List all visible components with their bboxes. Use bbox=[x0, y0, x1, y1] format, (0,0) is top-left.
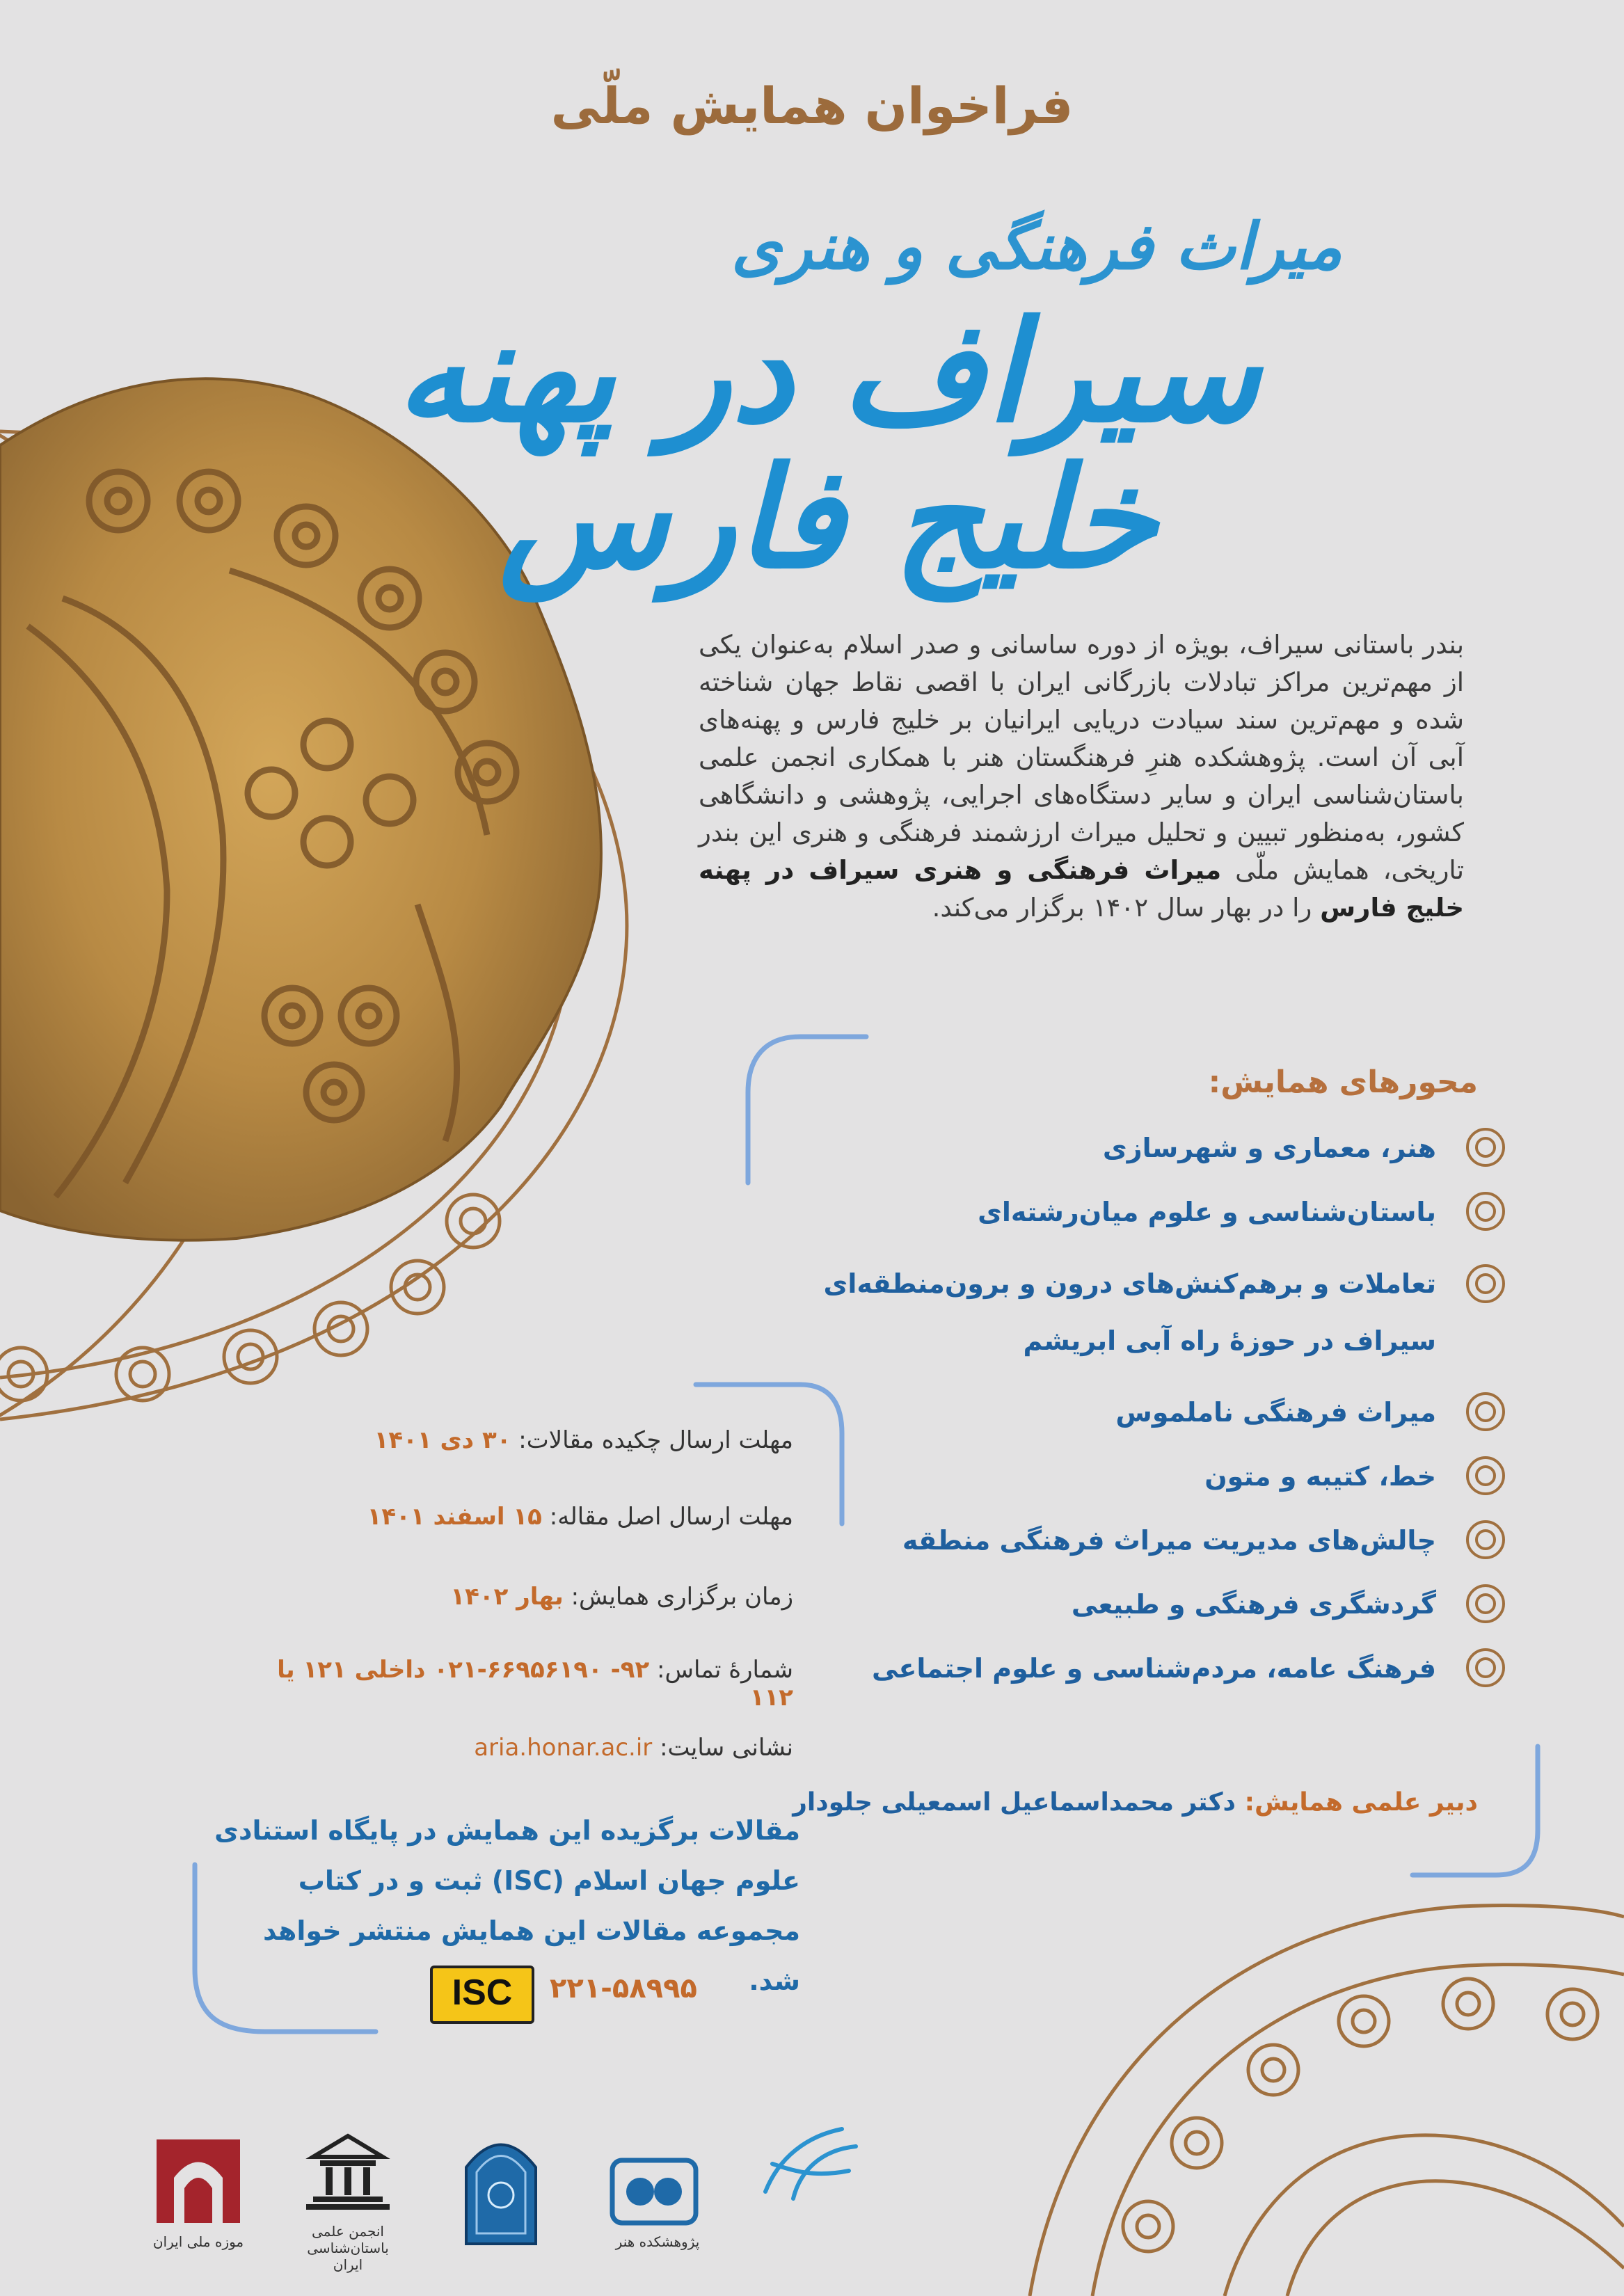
conference-title-line2: سیراف در پهنه خلیج فارس bbox=[396, 290, 1260, 600]
calligraphy-logo-icon bbox=[751, 2108, 870, 2213]
contact-phone-value: ۹۲- ۶۶۹۵۶۱۹۰-۰۲۱ داخلی ۱۲۱ یا ۱۱۲ bbox=[277, 1656, 793, 1712]
axis-label: خط، کتیبه و متون bbox=[1204, 1461, 1436, 1492]
ring-bullet-icon bbox=[1465, 1263, 1506, 1304]
art-institute-caption: پژوهشکده هنر bbox=[615, 2233, 700, 2250]
contact-phone bbox=[250, 1656, 793, 1712]
abstract-deadline-value: ۳۰ دی ۱۴۰۱ bbox=[374, 1426, 511, 1454]
isc-number: ۲۲۱-۵۸۹۹۵ bbox=[550, 1972, 697, 2004]
axis-label: میراث فرهنگی ناملموس bbox=[1115, 1397, 1436, 1428]
isc-logo bbox=[430, 1966, 534, 2024]
art-institute-logo bbox=[609, 2157, 699, 2229]
axis-label: فرهنگ عامه، مردم‌شناسی و علوم اجتماعی bbox=[872, 1653, 1436, 1684]
axis-label: تعاملات و برهم‌کنش‌های درون و برون‌منطقه‌ای سیراف در حوزهٔ راه آبی ابریشم bbox=[823, 1268, 1436, 1356]
conference-date bbox=[250, 1583, 793, 1611]
axis-label: گردشگری فرهنگی و طبیعی bbox=[1071, 1589, 1436, 1620]
bottom-ornament bbox=[1030, 1906, 1624, 2296]
list-item bbox=[726, 1392, 1506, 1433]
list-item bbox=[726, 1191, 1506, 1233]
conference-date-label: زمان برگزاری همایش: bbox=[571, 1583, 793, 1611]
abstract-deadline-label: مهلت ارسال چکیده مقالات: bbox=[518, 1426, 793, 1454]
intro-text-part1: بندر باستانی سیراف، بویژه از دوره ساسانی و صدر اسلام به‌عنوان یکی از مهم‌ترین مراکز تبادلات بازرگانی ایران با اقصی نقاط جهان شناخته شده و مهم‌ترین سند سیادت دریایی ایرانیان بر خلیج فارس و پهنه‌های آبی آن است. پژوهشکده هنرِ فرهنگستان هنر با همکاری انجمن علمی باستان‌شناسی ایران و سایر دستگاه‌های اجرایی، پژوهشی و دانشگاهی کشور، به‌منظور تبیین و تحلیل میراث ارزشمند فرهنگی و هنری این بندر تاریخی، همایش ملّی bbox=[699, 630, 1465, 885]
list-item bbox=[726, 1127, 1506, 1169]
ring-bullet-icon bbox=[1465, 1191, 1506, 1231]
isc-logo-text: ISC bbox=[452, 1972, 513, 2013]
list-item bbox=[726, 1584, 1506, 1625]
website bbox=[250, 1734, 793, 1762]
museum-logo bbox=[153, 2136, 244, 2229]
paper-deadline bbox=[250, 1503, 793, 1531]
temple-icon bbox=[299, 2129, 397, 2213]
secretary-name: دکتر محمداسماعیل اسمعیلی جلودار bbox=[793, 1788, 1236, 1817]
paper-deadline-label: مهلت ارسال اصل مقاله: bbox=[549, 1503, 793, 1531]
list-item bbox=[726, 1456, 1506, 1497]
archaeology-society-logo bbox=[299, 2129, 397, 2215]
website-link[interactable]: aria.honar.ac.ir bbox=[474, 1734, 653, 1762]
intro-paragraph bbox=[699, 626, 1464, 927]
archaeology-society-caption: انجمن علمی باستان‌شناسی ایران bbox=[307, 2223, 389, 2273]
contact-phone-label: شمارهٔ تماس: bbox=[657, 1656, 793, 1684]
axes-heading: محورهای همایش: bbox=[1208, 1065, 1478, 1100]
list-item bbox=[726, 1520, 1506, 1561]
museum-logo-caption: موزه ملی ایران bbox=[152, 2233, 244, 2250]
art-institute-icon bbox=[609, 2157, 699, 2226]
call-title: فراخوان همایش ملّی bbox=[550, 77, 1074, 135]
intro-text-bold: میراث فرهنگی و هنری سیراف در پهنه خلیج فارس bbox=[699, 855, 1464, 923]
axis-label: هنر، معماری و شهرسازی bbox=[1102, 1133, 1436, 1163]
isc-note: مقالات برگزیده این همایش در پایگاه استنادی علوم جهان اسلام (ISC) ثبت و در کتاب مجموعه مقالات این همایش منتشر خواهد شد. bbox=[214, 1815, 800, 1996]
axes-list bbox=[726, 1127, 1506, 1712]
list-item bbox=[726, 1648, 1506, 1689]
academy-of-arts-logo bbox=[463, 2129, 539, 2250]
abstract-deadline bbox=[250, 1426, 793, 1454]
axis-label: چالش‌های مدیریت میراث فرهنگی منطقه bbox=[902, 1525, 1436, 1556]
axis-label: باستان‌شناسی و علوم میان‌رشته‌ای bbox=[978, 1197, 1436, 1227]
scientific-secretary bbox=[793, 1788, 1478, 1817]
ring-bullet-icon bbox=[1465, 1392, 1506, 1432]
list-item bbox=[726, 1255, 1506, 1369]
ring-bullet-icon bbox=[1465, 1127, 1506, 1167]
intro-text-part2: را در بهار سال ۱۴۰۲ برگزار می‌کند. bbox=[932, 893, 1312, 923]
academy-calligraphy-logo bbox=[751, 2108, 870, 2215]
ring-bullet-icon bbox=[1465, 1520, 1506, 1560]
ring-bullet-icon bbox=[1465, 1648, 1506, 1688]
mihrab-tile-icon bbox=[463, 2129, 539, 2247]
ring-bullet-icon bbox=[1465, 1456, 1506, 1496]
secretary-label: دبیر علمی همایش: bbox=[1244, 1788, 1478, 1817]
ring-bullet-icon bbox=[1465, 1584, 1506, 1624]
paper-deadline-value: ۱۵ اسفند ۱۴۰۱ bbox=[367, 1503, 542, 1531]
conference-title-line1: میراث فرهنگی و هنری bbox=[731, 209, 1343, 284]
conference-date-value: بهار ۱۴۰۲ bbox=[450, 1583, 564, 1611]
website-label: نشانی سایت: bbox=[660, 1734, 793, 1762]
museum-building-icon bbox=[153, 2136, 244, 2226]
